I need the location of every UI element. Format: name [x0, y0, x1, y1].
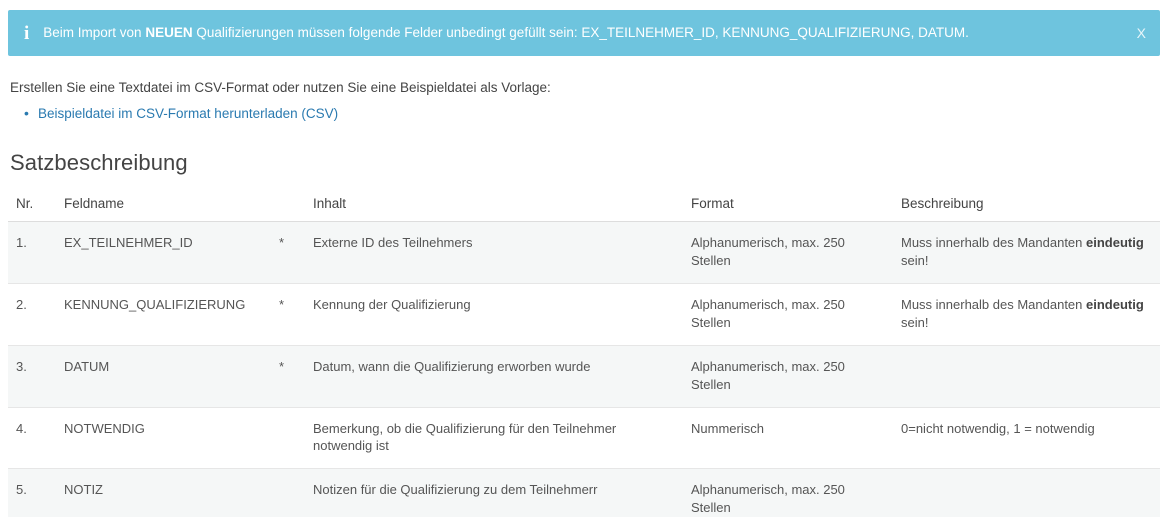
desc-before: Muss innerhalb des Mandanten: [901, 234, 1087, 250]
desc-bold: eindeutig: [1086, 234, 1144, 250]
required-star-icon: *: [271, 221, 305, 283]
cell-beschreibung: [893, 283, 1160, 345]
list-item: [38, 105, 1168, 124]
table-header: [8, 192, 1160, 222]
cell-inhalt: Kennung der Qualifizierung: [305, 283, 683, 345]
table-body: [8, 221, 1160, 517]
cell-nr: 2.: [8, 283, 56, 345]
cell-format: Alphanumerisch, max. 250 Stellen: [683, 469, 893, 517]
desc-before: Muss innerhalb des Mandanten: [901, 296, 1087, 312]
cell-format: Alphanumerisch, max. 250 Stellen: [683, 283, 893, 345]
column-header-inhalt: Inhalt: [305, 192, 683, 222]
table-row: [8, 283, 1160, 345]
column-header-beschreibung: Beschreibung: [893, 192, 1160, 222]
required-star-icon: [271, 407, 305, 469]
cell-beschreibung: [893, 221, 1160, 283]
desc-bold: eindeutig: [1086, 296, 1144, 312]
record-description-table: [8, 192, 1160, 517]
cell-format: Alphanumerisch, max. 250 Stellen: [683, 221, 893, 283]
required-star-icon: *: [271, 345, 305, 407]
alert-text-bold: NEUEN: [145, 24, 193, 40]
cell-feldname: KENNUNG_QUALIFIZIERUNG: [56, 283, 271, 345]
table-row: [8, 221, 1160, 283]
info-alert: [8, 10, 1160, 56]
desc-after: sein!: [901, 252, 929, 268]
cell-format: Nummerisch: [683, 407, 893, 469]
column-header-required: [271, 192, 305, 222]
cell-nr: 1.: [8, 221, 56, 283]
column-header-nr: Nr.: [8, 192, 56, 222]
cell-feldname: DATUM: [56, 345, 271, 407]
cell-nr: 3.: [8, 345, 56, 407]
download-sample-csv-link[interactable]: Beispieldatei im CSV-Format herunterladen (CSV): [38, 106, 339, 121]
cell-inhalt: Externe ID des Teilnehmers: [305, 221, 683, 283]
required-star-icon: [271, 469, 305, 517]
info-alert-text: [43, 24, 1120, 42]
cell-inhalt: Datum, wann die Qualifizierung erworben wurde: [305, 345, 683, 407]
cell-inhalt: Notizen für die Qualifizierung zu dem Teilnehmerr: [305, 469, 683, 517]
cell-inhalt: Bemerkung, ob die Qualifizierung für den Teilnehmer notwendig ist: [305, 407, 683, 469]
cell-feldname: EX_TEILNEHMER_ID: [56, 221, 271, 283]
cell-nr: 5.: [8, 469, 56, 517]
alert-text-before: Beim Import von: [43, 24, 146, 40]
required-star-icon: *: [271, 283, 305, 345]
table-row: [8, 469, 1160, 517]
cell-format: Alphanumerisch, max. 250 Stellen: [683, 345, 893, 407]
intro-text: Erstellen Sie eine Textdatei im CSV-Format oder nutzen Sie eine Beispieldatei als Vorlage:: [10, 80, 551, 95]
column-header-format: Format: [683, 192, 893, 222]
cell-nr: 4.: [8, 407, 56, 469]
page-root: [0, 10, 1168, 517]
column-header-feldname: Feldname: [56, 192, 271, 222]
table-row: [8, 407, 1160, 469]
page-title: Satzbeschreibung: [10, 149, 188, 175]
alert-text-after: Qualifizierungen müssen folgende Felder unbedingt gefüllt sein: EX_TEILNEHMER_ID, KENNUNG_QUALIFIZIERUNG, DATUM.: [192, 24, 969, 40]
cell-beschreibung: [893, 469, 1160, 517]
cell-beschreibung: [893, 345, 1160, 407]
info-icon: i: [24, 22, 30, 44]
close-icon[interactable]: X: [1136, 25, 1146, 41]
cell-feldname: NOTWENDIG: [56, 407, 271, 469]
cell-feldname: NOTIZ: [56, 469, 271, 517]
table-row: [8, 345, 1160, 407]
desc-after: sein!: [901, 314, 929, 330]
table-header-row: [8, 192, 1160, 222]
sample-file-list: [0, 105, 1168, 124]
cell-beschreibung: [893, 407, 1160, 469]
desc-before: 0=nicht notwendig, 1 = notwendig: [901, 420, 1095, 436]
